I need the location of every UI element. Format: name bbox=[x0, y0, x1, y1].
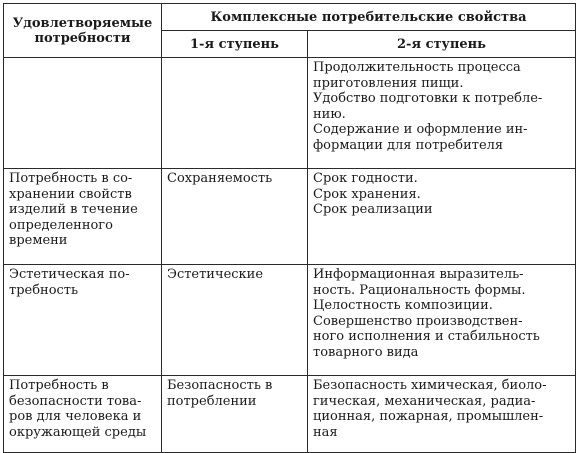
table-row bbox=[4, 58, 576, 169]
header-complex-properties: Комплексные потребительские свойства bbox=[162, 4, 576, 31]
row-1-stage-2-line: Продолжительность процесса bbox=[313, 60, 521, 75]
row-3-stage-2-line: товарного вида bbox=[313, 344, 419, 360]
row-1-stage-2-line: нию. bbox=[313, 106, 346, 122]
row-1-stage-2-line: Содержание и оформление ин- bbox=[313, 122, 528, 137]
row-1-stage-2-line: формации для потребителя bbox=[313, 137, 504, 153]
row-2-stage-2-line: Срок годности. bbox=[313, 171, 418, 186]
table-row bbox=[4, 169, 576, 265]
header-row-1 bbox=[4, 4, 576, 31]
header-stage-2: 2-я ступень bbox=[308, 31, 576, 58]
row-3-stage-2-line: Информационная выразитель- bbox=[313, 267, 524, 282]
header-stage-1: 1-я ступень bbox=[162, 31, 308, 58]
row-2-stage-2-line: Срок реализации bbox=[313, 202, 433, 217]
row-2-stage-2-line: Срок хранения. bbox=[313, 186, 421, 202]
row-3-stage-2-line: Целостность композиции. bbox=[313, 298, 493, 313]
header-needs-line-2: потребности bbox=[34, 30, 131, 46]
row-4-need-line: безопасности това- bbox=[9, 393, 142, 409]
row-2-need-line: хранении свойств bbox=[9, 186, 132, 202]
row-2-stage-1-line: Сохраняемость bbox=[167, 171, 273, 186]
row-1-stage-2-line: приготовления пищи. bbox=[313, 75, 464, 91]
row-3-stage-2 bbox=[308, 265, 576, 376]
row-4-stage-2 bbox=[308, 376, 576, 453]
row-3-stage-2-line: ность. Рациональность формы. bbox=[313, 282, 526, 298]
row-2-need-line: времени bbox=[9, 233, 68, 248]
row-4-need-line: Потребность в bbox=[9, 378, 109, 393]
row-4-stage-1 bbox=[162, 376, 308, 453]
row-3-need-line: Эстетическая по- bbox=[9, 267, 130, 282]
row-2-need-line: изделий в течение bbox=[9, 202, 138, 217]
row-1-stage-1 bbox=[162, 58, 308, 169]
row-4-stage-2-line: гическая, механическая, радиа- bbox=[313, 393, 536, 409]
row-4-stage-2-line: ционная, пожарная, промышлен- bbox=[313, 409, 544, 424]
header-needs bbox=[4, 4, 162, 58]
row-2-need-line: определенного bbox=[9, 217, 113, 233]
row-3-stage-1 bbox=[162, 265, 308, 376]
row-2-stage-2 bbox=[308, 169, 576, 265]
row-4-need-line: окружающей среды bbox=[9, 424, 147, 440]
row-4-stage-2-line: ная bbox=[313, 424, 338, 440]
row-4-stage-1-line: потреблении bbox=[167, 393, 257, 409]
row-3-need-line: требность bbox=[9, 282, 79, 298]
row-4-stage-2-line: Безопасность химическая, биоло- bbox=[313, 378, 547, 393]
row-2-stage-1 bbox=[162, 169, 308, 265]
row-1-stage-2 bbox=[308, 58, 576, 169]
table-row bbox=[4, 265, 576, 376]
row-1-need bbox=[4, 58, 162, 169]
table-row bbox=[4, 376, 576, 453]
properties-table bbox=[3, 3, 576, 453]
row-2-need bbox=[4, 169, 162, 265]
row-3-stage-2-line: Совершенство производствен- bbox=[313, 313, 523, 329]
row-2-need-line: Потребность в со- bbox=[9, 171, 133, 186]
row-3-stage-2-line: ного исполнения и стабильность bbox=[313, 329, 540, 344]
row-4-need-line: ров для человека и bbox=[9, 409, 142, 424]
row-3-need bbox=[4, 265, 162, 376]
row-3-stage-1-line: Эстетические bbox=[167, 267, 264, 282]
row-4-need bbox=[4, 376, 162, 453]
row-4-stage-1-line: Безопасность в bbox=[167, 378, 273, 393]
header-needs-line-1: Удовлетворяемые bbox=[12, 15, 153, 31]
row-1-stage-2-line: Удобство подготовки к потребле- bbox=[313, 91, 543, 106]
